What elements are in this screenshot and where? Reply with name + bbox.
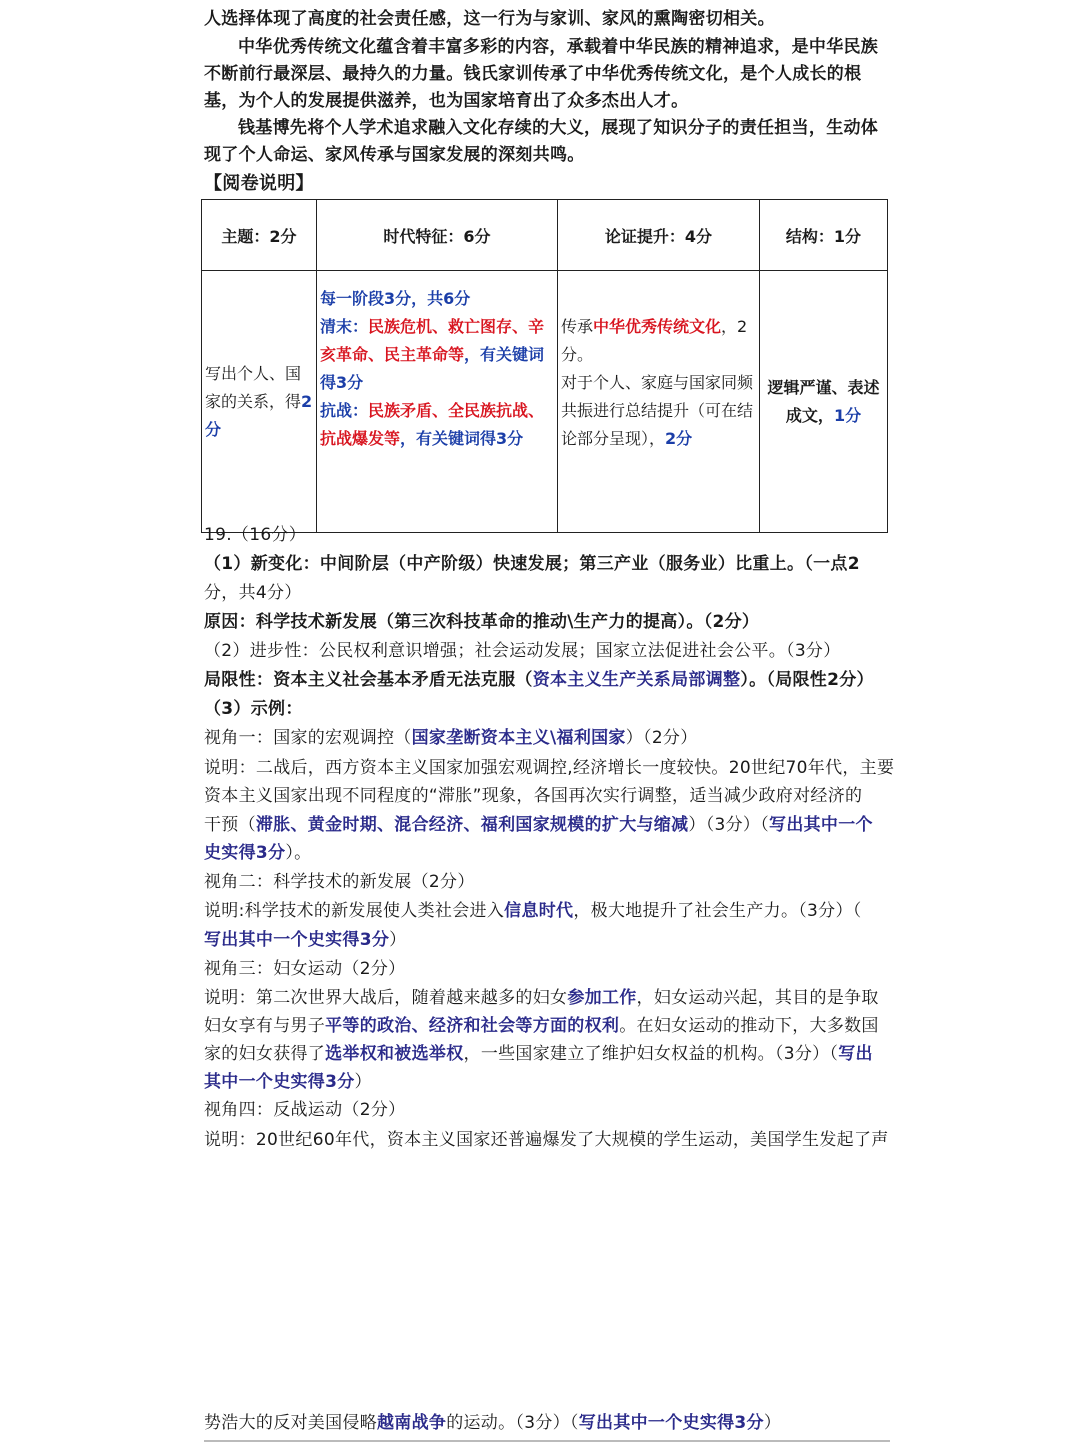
keyword: 滞胀、黄金时期、混合经济、福利国家规模的扩大与缩减 bbox=[255, 815, 689, 835]
text-span: ）（2分） bbox=[625, 728, 698, 748]
arg-summary: 对于个人、家庭与国家同频共振进行总结提升（可在结论部分呈现）， bbox=[561, 373, 754, 448]
era-qing-score: ，有关键词得3分 bbox=[320, 345, 545, 392]
answer-line: （2）进步性：公民权利意识增强；社会运动发展；国家立法促进社会公平。（3分） bbox=[204, 641, 841, 661]
text-span: ，妇女运动兴起，其目的是争取 bbox=[636, 988, 879, 1008]
answer-line: （3）示例： bbox=[204, 699, 303, 719]
arg-tail: ，2分。 bbox=[561, 317, 748, 364]
keyword: 写出其中一个史实得3分 bbox=[578, 1413, 764, 1433]
intro-line: 中华优秀传统文化蕴含着丰富多彩的内容，承载着中华民族的精神追求，是中华民族 bbox=[238, 37, 879, 57]
keyword: 史实得3分 bbox=[204, 843, 286, 863]
text-span: 势浩大的反对美国侵略 bbox=[204, 1413, 377, 1433]
structure-text: 逻辑严谨、表述成文， bbox=[767, 377, 880, 425]
answer-line: 分，共4分） bbox=[204, 583, 302, 603]
intro-line: 现了个人命运、家风传承与国家发展的深刻共鸣。 bbox=[204, 145, 585, 165]
keyword: 平等的政治、经济和社会等方面的权利 bbox=[325, 1016, 620, 1036]
answer-line bbox=[204, 812, 890, 839]
keyword: 写出 bbox=[838, 1044, 873, 1064]
text-span: 说明：第二次世界大战后，随着越来越多的妇女 bbox=[204, 988, 568, 1008]
text-span: ） bbox=[763, 1413, 782, 1433]
text-span: ） bbox=[389, 930, 407, 950]
keyword: 写出其中一个 bbox=[769, 815, 873, 835]
keyword: 资本主义生产关系局部调整 bbox=[532, 670, 741, 690]
cell-theme bbox=[202, 271, 317, 533]
text-span: 说明:科学技术的新发展使人类社会进入 bbox=[204, 901, 505, 921]
intro-line: 不断前行最深层、最持久的力量。钱氏家训传承了中华优秀传统文化，是个人成长的根 bbox=[204, 64, 862, 84]
keyword: 其中一个史实得3分 bbox=[204, 1072, 355, 1092]
header-theme: 主题：2分 bbox=[202, 200, 317, 271]
rubric-title: 【阅卷说明】 bbox=[204, 173, 314, 194]
keyword: 写出其中一个史实得3分 bbox=[204, 930, 390, 950]
cell-structure bbox=[760, 271, 888, 533]
text-span: ）（3分）（ bbox=[688, 815, 770, 835]
intro-line: 钱基博先将个人学术追求融入文化存续的大义，展现了知识分子的责任担当，生动体 bbox=[238, 118, 879, 138]
text-span: ）。 bbox=[285, 843, 312, 863]
answer-line: 视角三：妇女运动（2分） bbox=[204, 959, 406, 979]
answer-line bbox=[204, 927, 890, 954]
answer-line bbox=[204, 1041, 890, 1068]
era-intro: 每一阶段3分，共6分 bbox=[320, 289, 471, 308]
cell-argument bbox=[558, 271, 760, 533]
answer-line: 说明：20世纪60年代，资本主义国家还普遍爆发了大规模的学生运动，美国学生发起了声 bbox=[204, 1130, 889, 1150]
structure-score: 1分 bbox=[833, 405, 862, 425]
answer-line: 视角二：科学技术的新发展（2分） bbox=[204, 872, 475, 892]
cell-era bbox=[317, 271, 558, 533]
header-argument: 论证提升：4分 bbox=[558, 200, 760, 271]
answer-line: 资本主义国家出现不同程度的“滞胀”现象，各国再次实行调整，适当减少政府对经济的 bbox=[204, 786, 863, 806]
text-span: 。在妇女运动的推动下，大多数国 bbox=[619, 1016, 879, 1036]
theme-score: 2分 bbox=[205, 391, 313, 439]
rubric-table bbox=[201, 199, 888, 533]
answer-line bbox=[204, 667, 890, 694]
text-span: ，一些国家建立了维护妇女权益的机构。（3分）（ bbox=[463, 1044, 839, 1064]
answer-line bbox=[204, 1013, 890, 1040]
text-span: 家的妇女获得了 bbox=[204, 1044, 326, 1064]
era-qing-label: 清末： bbox=[320, 317, 369, 336]
text-span: 干预（ bbox=[204, 815, 256, 835]
era-war-score: ，有关键词得3分 bbox=[400, 429, 524, 448]
answer-line: 原因：科学技术新发展（第三次科技革命的推动\生产力的提高）。（2分） bbox=[204, 612, 760, 632]
answer-line: 说明：二战后，西方资本主义国家加强宏观调控,经济增长一度较快。20世纪70年代，主要 bbox=[204, 758, 895, 778]
rubric-body-row bbox=[202, 271, 888, 533]
answer-line bbox=[204, 985, 890, 1012]
keyword: 越南战争 bbox=[377, 1413, 447, 1433]
text-span: ，极大地提升了社会生产力。（3分）（ bbox=[573, 901, 862, 921]
text-span: 的运动。（3分）（ bbox=[446, 1413, 579, 1433]
rubric-header-row bbox=[202, 200, 888, 271]
intro-line: 人选择体现了高度的社会责任感，这一行为与家训、家风的熏陶密切相关。 bbox=[204, 9, 775, 29]
text-span: 局限性：资本主义社会基本矛盾无法克服（ bbox=[204, 670, 533, 690]
arg-score: 2分 bbox=[665, 429, 693, 448]
text-span: 妇女享有与男子 bbox=[204, 1016, 326, 1036]
text-span: 视角一：国家的宏观调控（ bbox=[204, 728, 412, 748]
keyword: 国家垄断资本主义\福利国家 bbox=[411, 728, 626, 748]
keyword: 选举权和被选举权 bbox=[325, 1044, 464, 1064]
arg-key: 中华优秀传统文化 bbox=[593, 317, 722, 336]
keyword: 参加工作 bbox=[567, 988, 637, 1008]
answer-line bbox=[204, 840, 890, 867]
header-structure: 结构：1分 bbox=[760, 200, 888, 271]
era-war-keywords: 民族矛盾、全民族抗战、抗战爆发等 bbox=[320, 401, 545, 448]
page-divider bbox=[204, 1440, 890, 1442]
q19-header: 19.（16分） bbox=[204, 525, 307, 545]
arg-pre: 传承 bbox=[561, 317, 594, 336]
theme-text: 写出个人、国家的关系，得 bbox=[205, 363, 302, 411]
text-span: ）。（局限性2分） bbox=[740, 670, 874, 690]
answer-line bbox=[204, 898, 890, 925]
answer-line bbox=[204, 725, 890, 752]
era-qing-keywords: 民族危机、救亡图存、辛亥革命、民主革命等 bbox=[320, 317, 545, 364]
answer-line: 视角四：反战运动（2分） bbox=[204, 1100, 406, 1120]
answer-line: （1）新变化：中间阶层（中产阶级）快速发展；第三产业（服务业）比重上。（一点2 bbox=[204, 554, 860, 574]
answer-line bbox=[204, 1410, 890, 1437]
answer-line bbox=[204, 1069, 890, 1096]
text-span: ） bbox=[354, 1072, 372, 1092]
era-war-label: 抗战： bbox=[320, 401, 369, 420]
header-era: 时代特征：6分 bbox=[317, 200, 558, 271]
intro-line: 基，为个人的发展提供滋养，也为国家培育出了众多杰出人才。 bbox=[204, 91, 689, 111]
keyword: 信息时代 bbox=[504, 901, 574, 921]
